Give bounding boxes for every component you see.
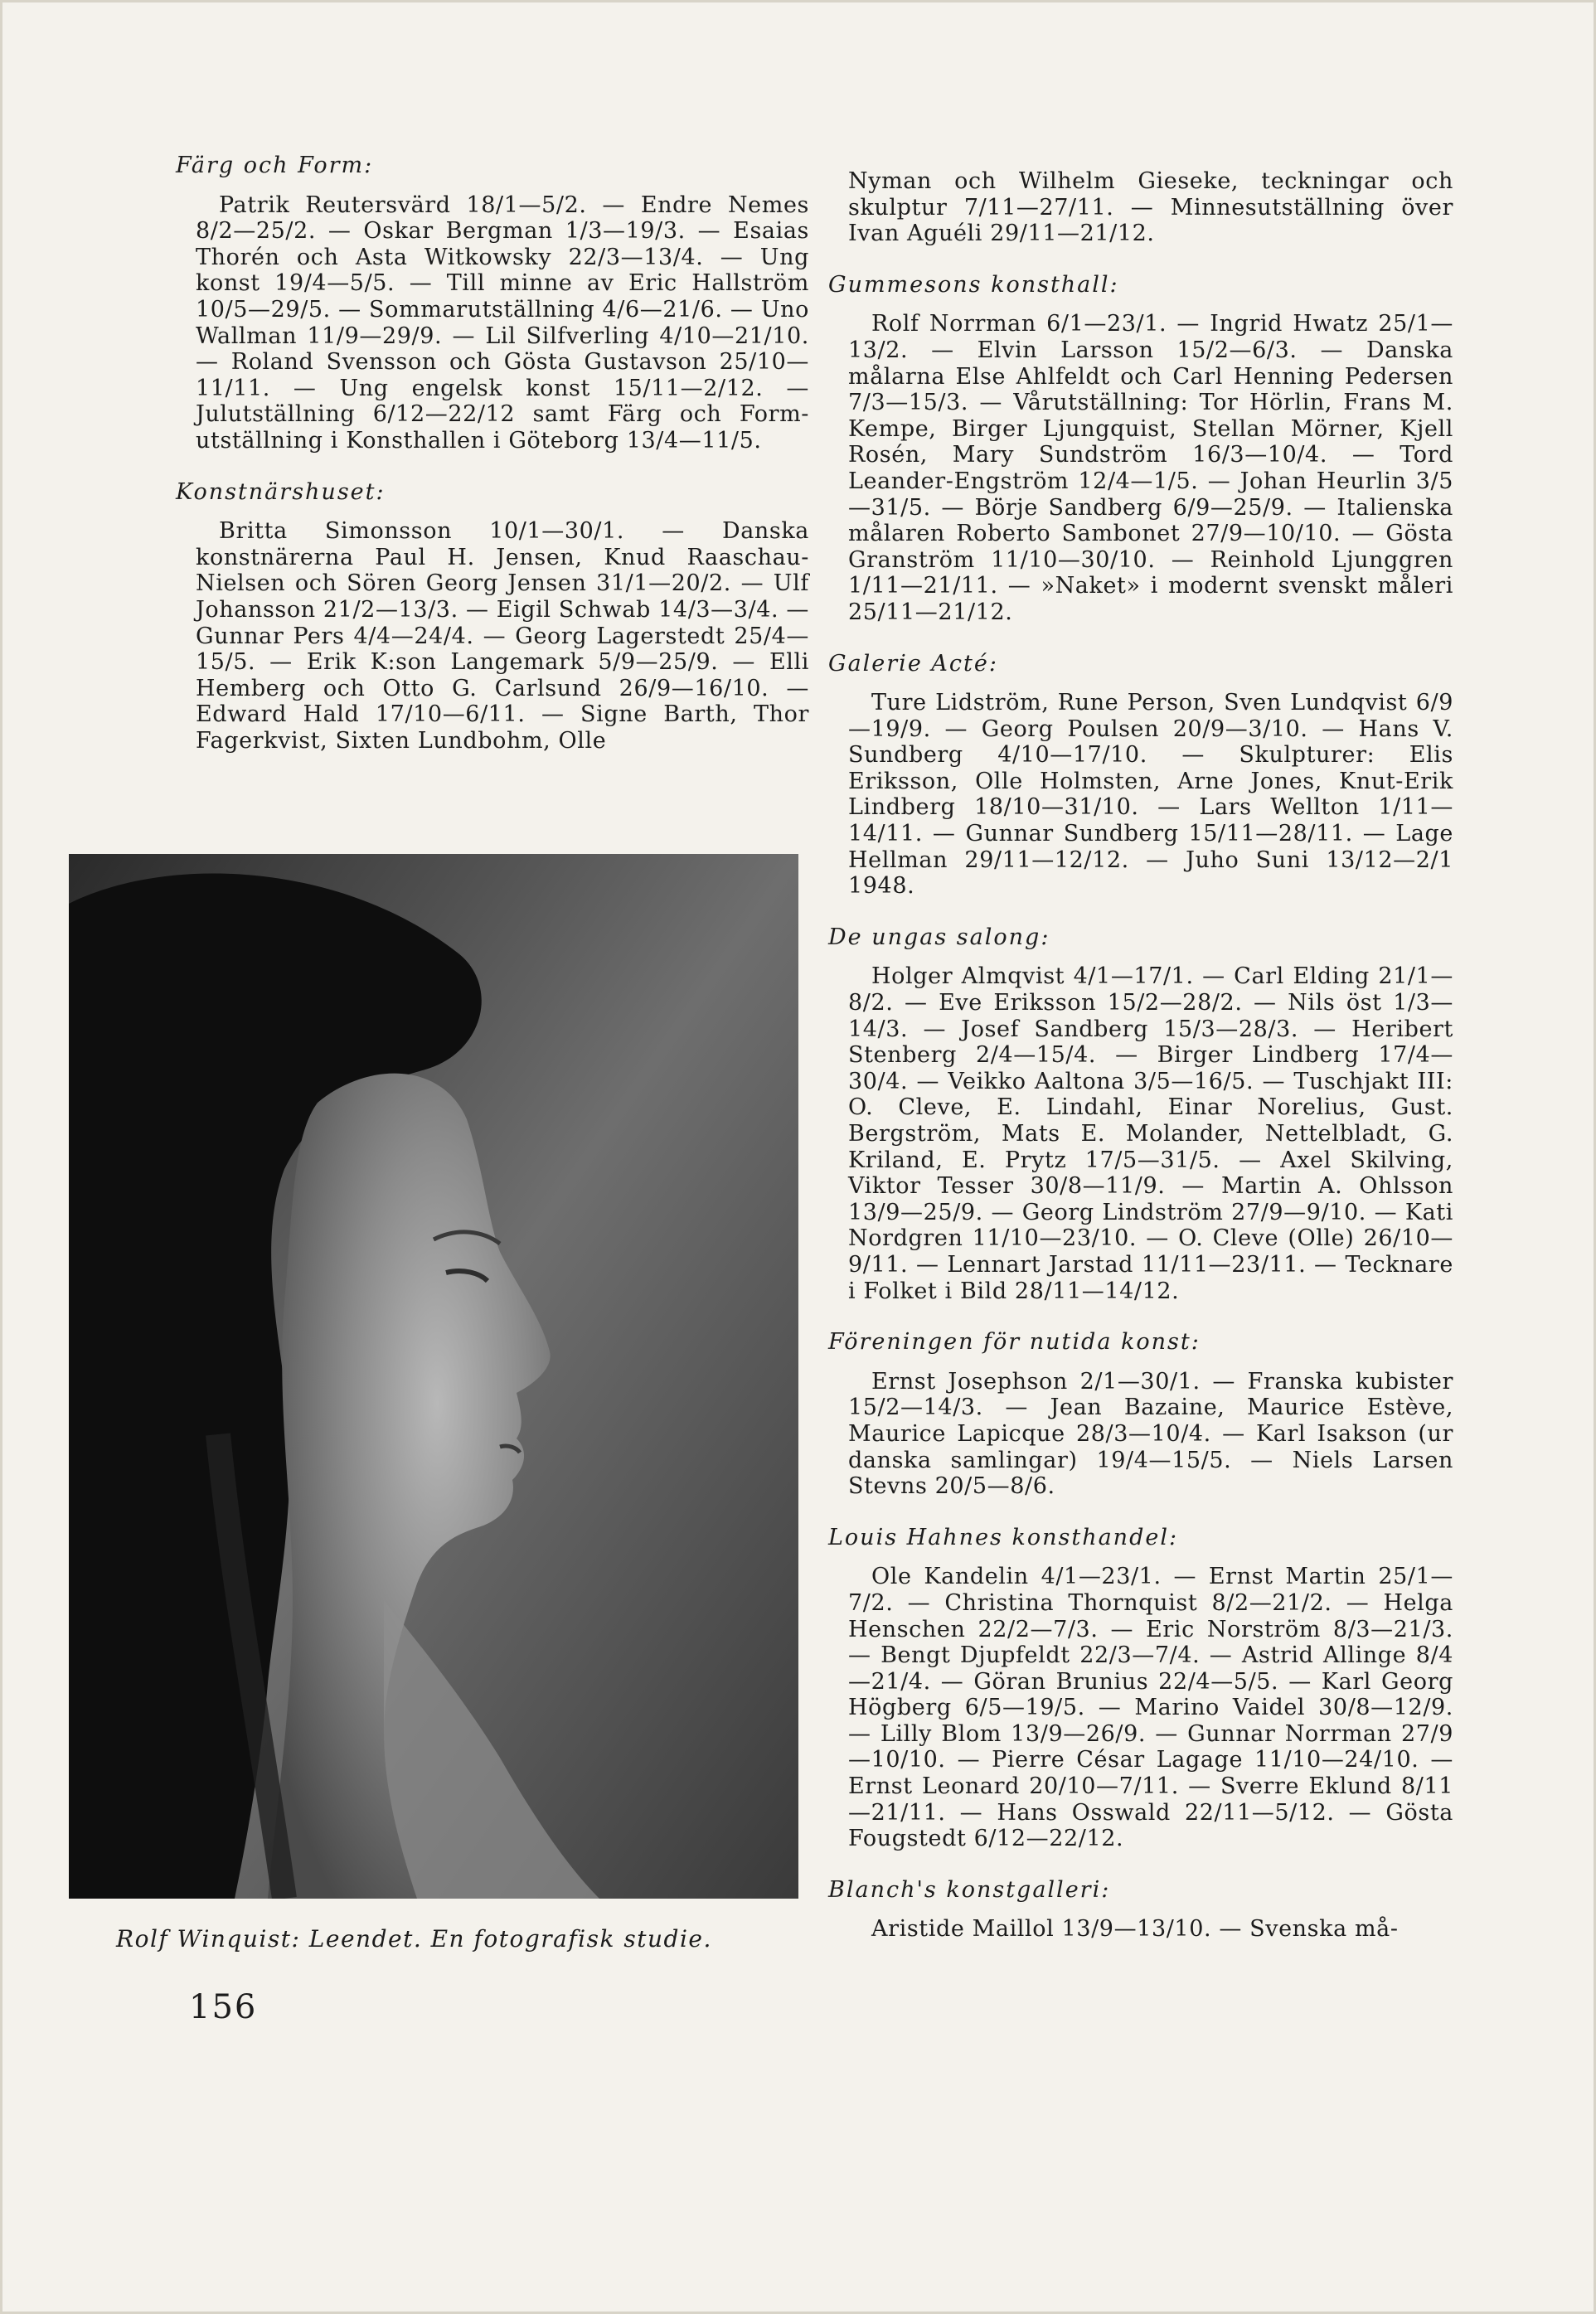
section-text: Ture Lidström, Rune Person, Sven Lundqvist 6/9—19/9. — Georg Poulsen 20/9—3/10. — Hans V. Sundberg 4/10—17/10. — Skulpturer: Elis Eriksson, Olle Holmsten, Arne Jones, Knut-Erik Lindberg 18/10—31/10. — Lars Wellton 1/11—14/11. — Gunnar Sundberg 15/11—28/11. — Lage Hellman 29/11—12/12. — Juho Suni 13/12—2/1 1948. bbox=[848, 690, 1453, 900]
section-text: Patrik Reutersvärd 18/1—5/2. — Endre Nemes 8/2—25/2. — Oskar Bergman 1/3—19/3. — Esaias Thorén och Asta Witkowsky 22/3—13/4. — Ung konst 19/4—5/5. — Till minne av Eric Hallström 10/5—29/5. — Sommarutställning 4/6—21/6. — Uno Wallman 11/9—29/9. — Lil Silfverling 4/10—21/10. — Roland Svensson och Gösta Gustavson 25/10—11/11. — Ung engelsk konst 15/11—2/12. — Julutställning 6/12—22/12 samt Färg och Form-utställning i Konsthallen i Göteborg 13/4—11/5. bbox=[196, 192, 809, 454]
section-foreningen-for-nutida-konst bbox=[828, 1329, 1453, 1500]
section-heading: Blanch's konstgalleri: bbox=[828, 1876, 1111, 1903]
page-number: 156 bbox=[189, 1988, 258, 2026]
section-blanchs-konstgalleri bbox=[828, 1876, 1453, 1943]
section-heading: De ungas salong: bbox=[828, 924, 1050, 950]
portrait-photograph bbox=[69, 854, 798, 1899]
section-text: Britta Simonsson 10/1—30/1. — Danska konstnärerna Paul H. Jensen, Knud Raaschau-Nielsen och Sören Georg Jensen 31/1—20/2. — Ulf Johansson 21/2—13/3. — Eigil Schwab 14/3—3/4. — Gunnar Pers 4/4—24/4. — Georg Lagerstedt 25/4—15/5. — Erik K:son Langemark 5/9—25/9. — Elli Hemberg och Otto G. Carlsund 26/9—16/10. — Edward Hald 17/10—6/11. — Signe Barth, Thor Fagerkvist, Sixten Lundbohm, Olle bbox=[196, 518, 809, 754]
section-heading: Galerie Acté: bbox=[828, 650, 998, 677]
section-farg-och-form bbox=[176, 153, 809, 454]
section-continuation bbox=[848, 168, 1453, 247]
section-heading: Föreningen för nutida konst: bbox=[828, 1329, 1201, 1356]
portrait-profile-illustration bbox=[69, 854, 798, 1899]
section-text: Holger Almqvist 4/1—17/1. — Carl Elding 21/1—8/2. — Eve Eriksson 15/2—28/2. — Nils öst 1/3—14/3. — Josef Sandberg 15/3—28/3. — Heribert Stenberg 2/4—15/4. — Birger Lindberg 17/4—30/4. — Veikko Aaltona 3/5—16/5. — Tuschjakt III: O. Cleve, E. Lindahl, Einar Norelius, Gust. Bergström, Mats E. Molander, Nettelbladt, G. Kriland, E. Prytz 17/5—31/5. — Axel Skilving, Viktor Tesser 30/8—11/9. — Martin A. Ohlsson 13/9—25/9. — Georg Lindström 27/9—9/10. — Kati Nordgren 11/10—23/10. — O. Cleve (Olle) 26/10—9/11. — Lennart Jarstad 11/11—23/11. — Tecknare i Folket i Bild 28/11—14/12. bbox=[848, 963, 1453, 1304]
section-heading: Konstnärshuset: bbox=[176, 478, 386, 505]
section-text: Ole Kandelin 4/1—23/1. — Ernst Martin 25/1—7/2. — Christina Thornquist 8/2—21/2. — Helga Henschen 22/2—7/3. — Eric Norström 8/3—21/3. — Bengt Djupfeldt 22/3—7/4. — Astrid Allinge 8/4—21/4. — Göran Brunius 22/4—5/5. — Karl Georg Högberg 6/5—19/5. — Marino Vaidel 30/8—12/9. — Lilly Blom 13/9—26/9. — Gunnar Norrman 27/9—10/10. — Pierre César Lagage 11/10—24/10. — Ernst Leonard 20/10—7/11. — Sverre Eklund 8/11—21/11. — Hans Osswald 22/11—5/12. — Gösta Fougstedt 6/12—22/12. bbox=[848, 1564, 1453, 1852]
photo-caption: Rolf Winquist: Leendet. En fotografisk studie. bbox=[116, 1925, 712, 1953]
section-de-ungas-salong bbox=[828, 924, 1453, 1304]
section-heading: Louis Hahnes konsthandel: bbox=[828, 1524, 1179, 1550]
section-gummesons-konsthall bbox=[828, 271, 1453, 626]
section-heading: Gummesons konsthall: bbox=[828, 271, 1119, 298]
section-galerie-acte bbox=[828, 650, 1453, 900]
section-text: Rolf Norrman 6/1—23/1. — Ingrid Hwatz 25/1—13/2. — Elvin Larsson 15/2—6/3. — Danska målarna Else Ahlfeldt och Carl Henning Pedersen 7/3—15/3. — Vårutställning: Tor Hörlin, Frans M. Kempe, Birger Ljungquist, Stellan Mörner, Kjell Rosén, Mary Sundström 16/3—10/4. — Tord Leander-Engström 12/4—1/5. — Johan Heurlin 3/5—31/5. — Börje Sandberg 6/9—25/9. — Italienska målaren Roberto Sambonet 27/9—10/10. — Gösta Granström 11/10—30/10. — Reinhold Ljunggren 1/11—21/11. — »Naket» i modernt svenskt måleri 25/11—21/12. bbox=[848, 311, 1453, 625]
section-louis-hahnes-konsthandel bbox=[828, 1524, 1453, 1852]
left-column bbox=[176, 153, 809, 779]
section-text: Aristide Maillol 13/9—13/10. — Svenska må- bbox=[871, 1916, 1399, 1943]
right-column bbox=[828, 168, 1453, 1967]
continuation-text: Nyman och Wilhelm Gieseke, teckningar och skulptur 7/11—27/11. — Minnesutställning över Ivan Aguéli 29/11—21/12. bbox=[848, 168, 1453, 247]
section-heading: Färg och Form: bbox=[176, 153, 374, 178]
section-text: Ernst Josephson 2/1—30/1. — Franska kubister 15/2—14/3. — Jean Bazaine, Maurice Estève, Maurice Lapicque 28/3—10/4. — Karl Isakson (ur danska samlingar) 19/4—15/5. — Niels Larsen Stevns 20/5—8/6. bbox=[848, 1368, 1453, 1500]
section-konstnarshuset bbox=[176, 478, 809, 754]
